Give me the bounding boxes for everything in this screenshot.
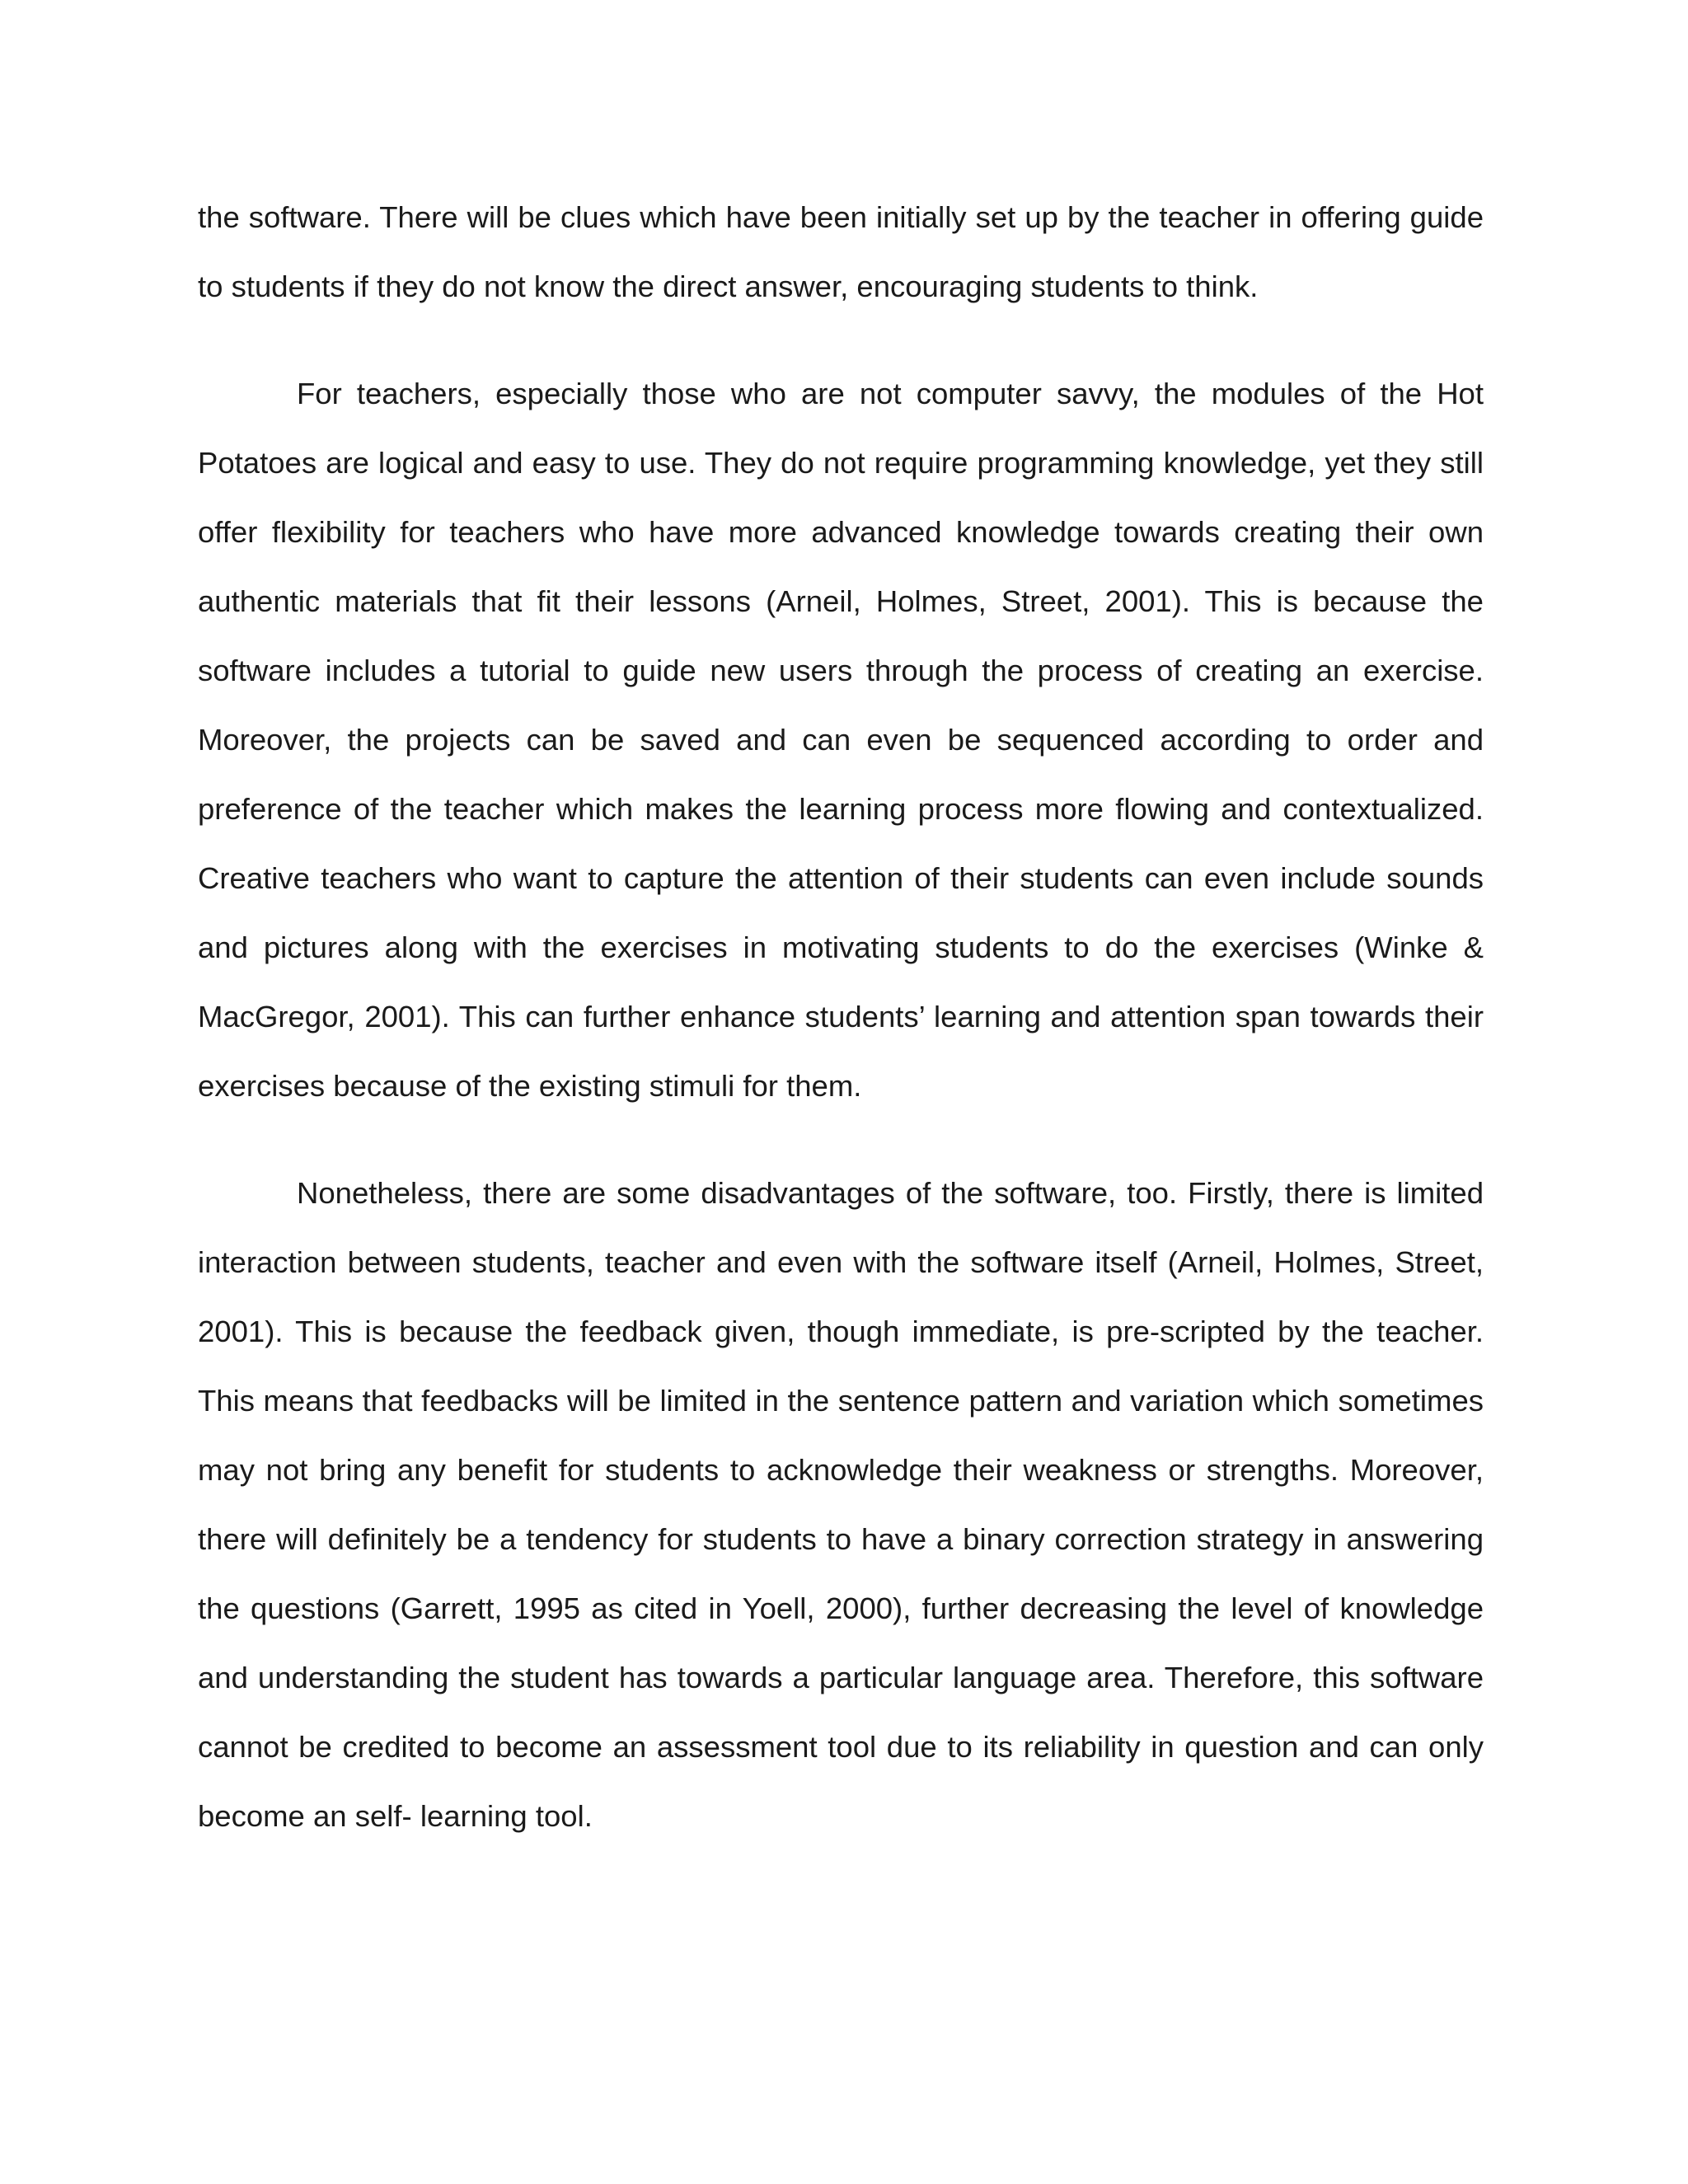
document-body <box>198 183 1484 1851</box>
paragraph-continuation: the software. There will be clues which have been initially set up by the teacher in offering guide to students if they do not know the direct answer, encouraging students to think. <box>198 200 1484 303</box>
paragraph-teachers-advantages: For teachers, especially those who are not computer savvy, the modules of the Hot Potatoes are logical and easy to use. They do not require programming knowledge, yet they still offer flexibility for teachers who have more advanced knowledge towards creating their own authentic materials that fit their lessons (Arneil, Holmes, Street, 2001). This is because the software includes a tutorial to guide new users through the process of creating an exercise. Moreover, the projects can be saved and can even be sequenced according to order and preference of the teacher which makes the learning process more flowing and contextualized. Creative teachers who want to capture the attention of their students can even include sounds and pictures along with the exercises in motivating students to do the exercises (Winke & MacGregor, 2001). This can further enhance students’ learning and attention span towards their exercises because of the existing stimuli for them. <box>198 377 1484 1103</box>
paragraph-disadvantages: Nonetheless, there are some disadvantages of the software, too. Firstly, there is limited interaction between students, teacher and even with the software itself (Arneil, Holmes, Street, 2001). This is because the feedback given, though immediate, is pre-scripted by the teacher. This means that feedbacks will be limited in the sentence pattern and variation which sometimes may not bring any benefit for students to acknowledge their weakness or strengths. Moreover, there will definitely be a tendency for students to have a binary correction strategy in answering the questions (Garrett, 1995 as cited in Yoell, 2000), further decreasing the level of knowledge and understanding the student has towards a particular language area. Therefore, this software cannot be credited to become an assessment tool due to its reliability in question and can only become an self- learning tool. <box>198 1176 1484 1833</box>
